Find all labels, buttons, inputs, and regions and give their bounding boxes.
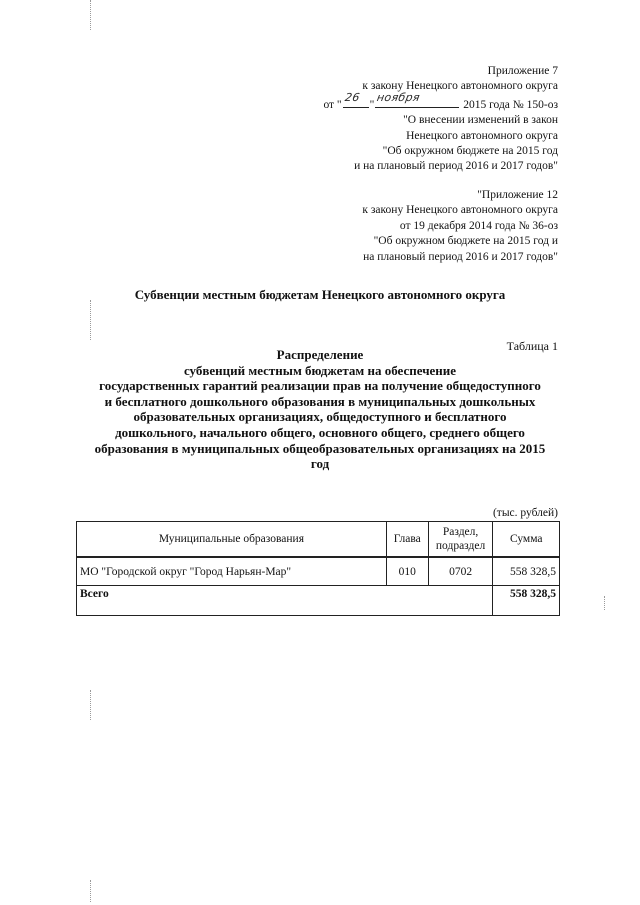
scan-margin-mark	[90, 690, 91, 720]
appendix-7-amend-line2: Ненецкого автономного округа	[406, 129, 558, 142]
scan-margin-mark	[90, 0, 91, 30]
table-number: Таблица 1	[506, 339, 558, 353]
appendix-12-title: "Приложение 12	[477, 189, 558, 201]
header-municipalities: Муниципальные образования	[77, 522, 387, 558]
distribution-title-line: образовательных организациях, общедоступного и бесплатного	[133, 409, 507, 425]
date-prefix: от "	[323, 98, 342, 111]
cell-glava: 010	[386, 557, 428, 586]
scan-margin-mark	[90, 880, 91, 902]
distribution-title-line: и бесплатного дошкольного образования в муниципальных дошкольных	[104, 393, 536, 409]
appendix-7-title: Приложение 7	[487, 65, 558, 77]
header-razdel-line2: подраздел	[435, 540, 486, 552]
appendix-12-law-ref: к закону Ненецкого автономного округа	[362, 204, 558, 217]
distribution-title-line: субвенций местным бюджетам на обеспечение	[183, 362, 457, 378]
header-glava: Глава	[386, 522, 428, 558]
distribution-title-line: государственных гарантий реализации прав на получение общедоступного	[99, 378, 541, 394]
handwritten-month: ноября	[376, 91, 422, 105]
units-label: (тыс. рублей)	[492, 507, 558, 519]
appendix-7-date-line	[323, 91, 558, 113]
appendix-7-amend-line1: "О внесении изменений в закон	[403, 114, 558, 127]
scan-margin-mark	[90, 300, 91, 340]
appendix-12-budget-line1: "Об окружном бюджете на 2015 год и	[373, 235, 558, 248]
distribution-title-line: Распределение	[276, 347, 364, 362]
header-razdel-line1: Раздел,	[442, 526, 479, 538]
header-razdel	[428, 522, 493, 558]
total-summa: 558 328,5	[493, 586, 560, 616]
distribution-title-line: год	[310, 456, 330, 472]
main-title: Субвенции местным бюджетам Ненецкого автономного округа	[134, 287, 506, 302]
appendix-7-law-ref: к закону Ненецкого автономного округа	[362, 80, 558, 93]
table-header-row	[77, 522, 560, 558]
appendix-12-header	[362, 188, 558, 265]
distribution-title-line: дошкольного, начального общего, основного общего, среднего общего	[115, 424, 525, 440]
handwritten-day-field	[343, 91, 369, 108]
date-quote: "	[369, 98, 375, 111]
distribution-title	[70, 347, 570, 472]
appendix-12-budget-line2: на плановый период 2016 и 2017 годов"	[363, 250, 558, 263]
cell-razdel: 0702	[428, 557, 493, 586]
handwritten-month-field	[375, 91, 459, 108]
header-summa: Сумма	[493, 522, 560, 558]
handwritten-day: 26	[343, 91, 361, 105]
table-row	[77, 557, 560, 586]
scan-margin-mark	[604, 596, 605, 610]
total-label: Всего	[77, 586, 493, 616]
appendix-7-header	[323, 64, 558, 175]
appendix-12-date: от 19 декабря 2014 года № 36-оз	[399, 219, 558, 232]
cell-summa: 558 328,5	[493, 557, 560, 586]
table-total-row	[77, 586, 560, 616]
subventions-table	[76, 521, 560, 616]
appendix-7-amend-line3: "Об окружном бюджете на 2015 год	[382, 145, 558, 158]
cell-municipality: МО "Городской округ "Город Нарьян-Мар"	[77, 557, 387, 586]
appendix-7-amend-line4: и на плановый период 2016 и 2017 годов"	[354, 160, 558, 173]
date-suffix: 2015 года № 150-оз	[463, 98, 558, 111]
distribution-title-line: образования в муниципальных общеобразовательных организациях на 2015	[94, 440, 546, 456]
